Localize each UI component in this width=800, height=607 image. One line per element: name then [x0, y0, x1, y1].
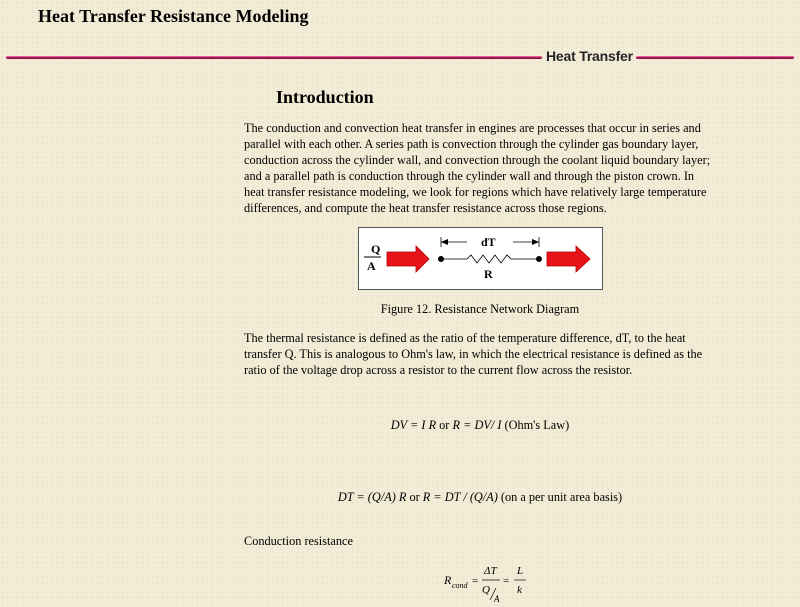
- ohms-law-equation: [244, 418, 716, 433]
- section-heading: Introduction: [276, 87, 374, 107]
- formula-r-sub: cond: [452, 581, 468, 590]
- eq2-or: or: [406, 490, 423, 504]
- eq1-lhs: DV = I R: [390, 418, 437, 432]
- heat-flow-arrow-right: [547, 246, 590, 272]
- a-label: A: [367, 259, 376, 273]
- formula-l: L: [517, 565, 524, 577]
- resistor-symbol: [441, 255, 539, 263]
- conduction-resistance-formula: [440, 562, 540, 602]
- eq1-rhs: R = DV/ I: [452, 418, 502, 432]
- eq1-note: (Ohm's Law): [501, 418, 570, 432]
- eq1-or: or: [436, 418, 453, 432]
- formula-k: k: [517, 584, 522, 596]
- formula-r: R: [444, 573, 452, 587]
- resistance-definition-paragraph: The thermal resistance is defined as the ratio of the temperature difference, dT, to the heat transfer Q. This is analogous to Ohm's law, in which the electrical resistance is defined as the ratio of the voltage drop across a resistor to the current flow across the resistor.: [244, 331, 703, 377]
- banner-rule-right: [636, 56, 794, 59]
- eq2-rhs: R = DT / (Q/A): [422, 490, 498, 504]
- banner-label: Heat Transfer: [546, 48, 633, 64]
- figure-caption: Figure 12. Resistance Network Diagram: [380, 302, 580, 316]
- formula-a: A: [494, 594, 500, 602]
- intro-paragraph: The conduction and convection heat transfer in engines are processes that occur in series and parallel with each other. A series path is convection through the cylinder gas boundary layer, conduction across the cylinder wall, and convection through the coolant liquid boundary layer; and a parallel path is conduction through the cylinder wall and through the piston crown. In heat transfer resistance modeling, we look for regions which have relatively large temperature differences, and compute the heat transfer resistance across those regions.: [244, 121, 711, 215]
- section-banner: [6, 48, 794, 68]
- eq2-lhs: DT = (Q/A) R: [337, 490, 407, 504]
- node-right: [536, 256, 542, 262]
- resistance-network-diagram: [358, 227, 603, 290]
- formula-eq1: =: [472, 575, 479, 587]
- conduction-resistance-label: Conduction resistance: [244, 534, 353, 548]
- banner-rule-left: [6, 56, 542, 59]
- thermal-resistance-equation: [244, 490, 716, 505]
- formula-eq2: =: [503, 575, 510, 587]
- formula-delta-t: ΔT: [484, 565, 497, 577]
- dt-label: dT: [481, 235, 496, 249]
- r-label: R: [484, 267, 493, 281]
- eq2-note: (on a per unit area basis): [497, 490, 623, 504]
- page-title: Heat Transfer Resistance Modeling: [38, 6, 309, 26]
- heat-flow-arrow-left: [387, 246, 429, 272]
- q-label: Q: [371, 242, 381, 256]
- formula-q: Q: [482, 584, 490, 596]
